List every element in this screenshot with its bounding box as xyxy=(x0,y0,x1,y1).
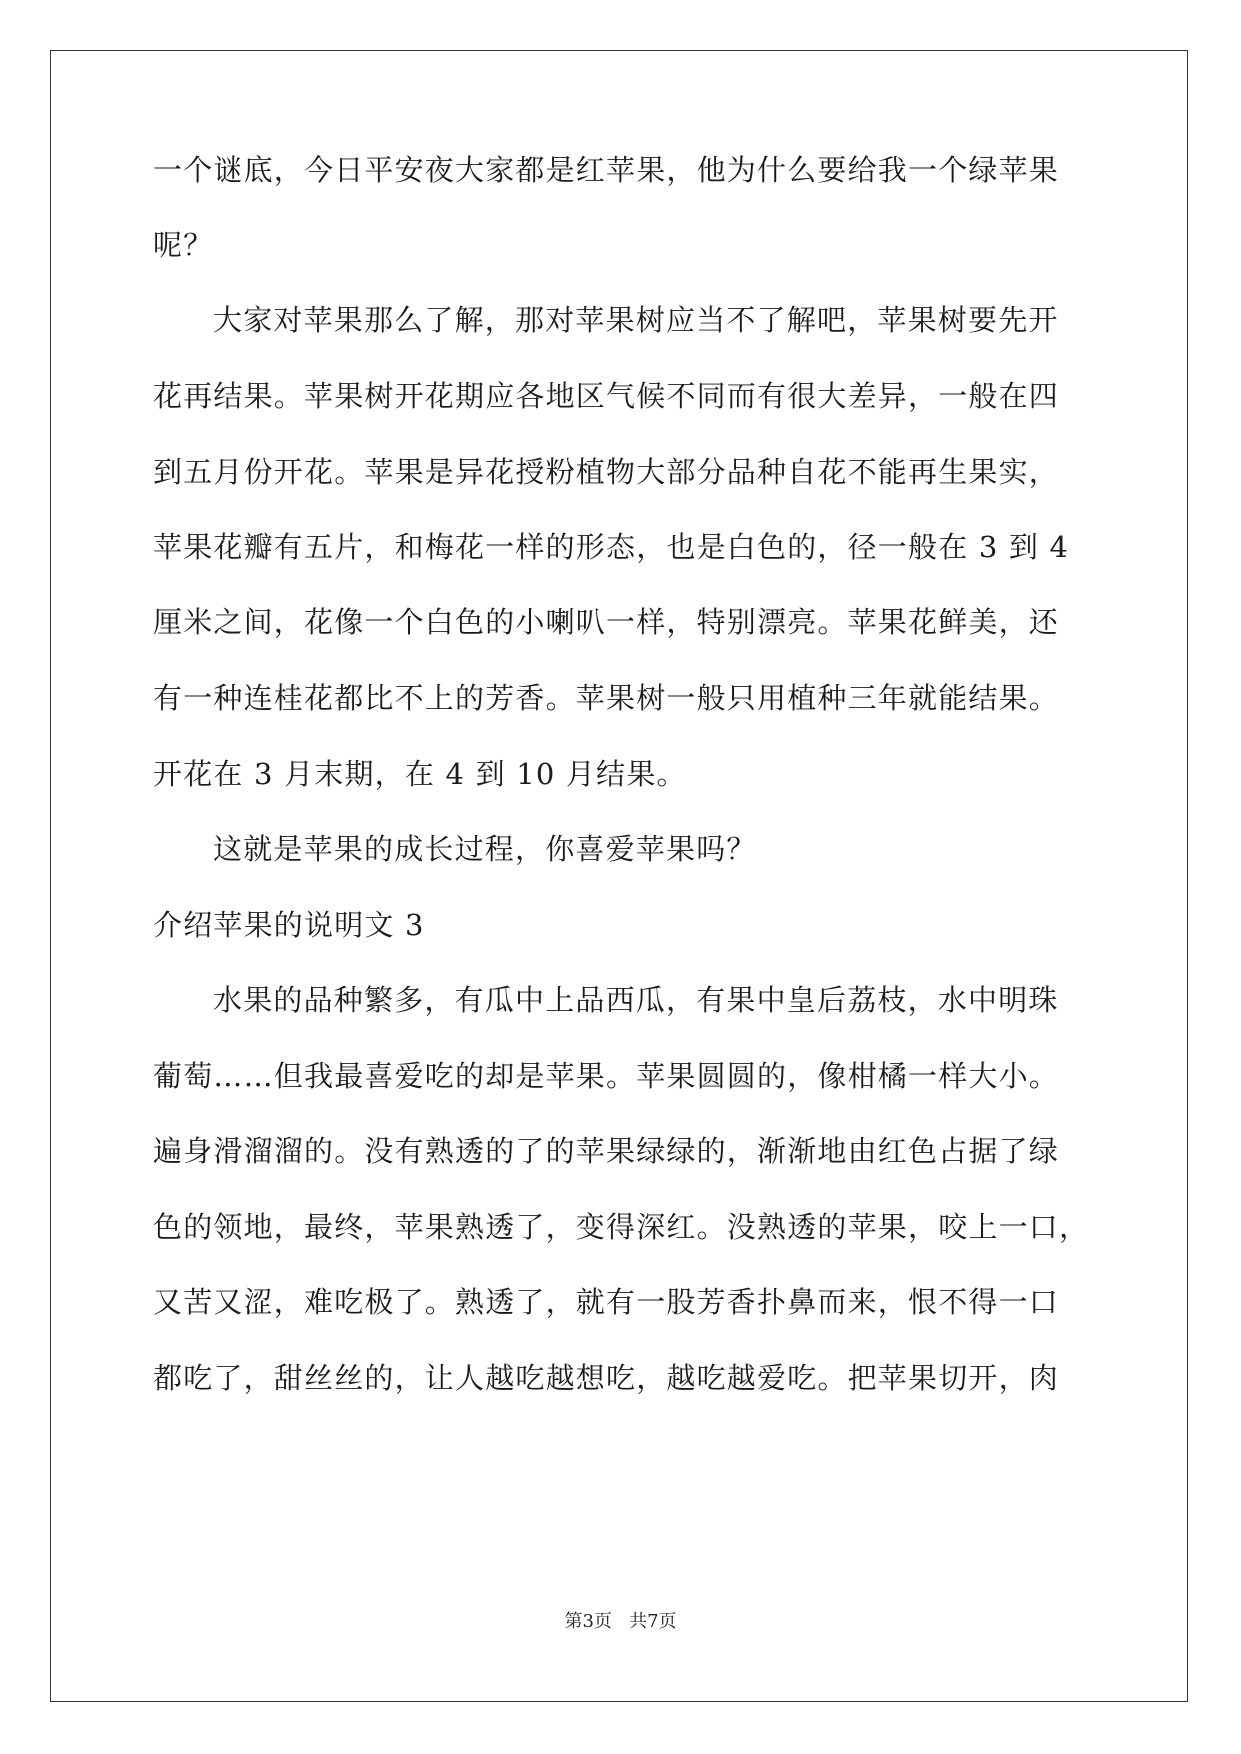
text-line: 葡萄……但我最喜爱吃的却是苹果。苹果圆圆的，像柑橘一样大小。 xyxy=(153,1059,1060,1093)
paragraph-start-line: 这就是苹果的成长过程，你喜爱苹果吗？ xyxy=(213,832,757,866)
text-line: 遍身滑溜溜的。没有熟透的了的苹果绿绿的，渐渐地由红色占据了绿 xyxy=(153,1134,1060,1168)
text-line: 一个谜底，今日平安夜大家都是红苹果，他为什么要给我一个绿苹果 xyxy=(153,153,1060,187)
text-line: 色的领地，最终，苹果熟透了，变得深红。没熟透的苹果，咬上一口， xyxy=(153,1210,1090,1244)
page-number: 第3页 xyxy=(564,1611,612,1632)
paragraph-start-line: 水果的品种繁多，有瓜中上品西瓜，有果中皇后荔枝，水中明珠 xyxy=(213,983,1059,1017)
text-line: 又苦又涩，难吃极了。熟透了，就有一股芳香扑鼻而来，恨不得一口 xyxy=(153,1285,1060,1319)
page-footer xyxy=(0,1610,1241,1634)
text-line: 都吃了，甜丝丝的，让人越吃越想吃，越吃越爱吃。把苹果切开，肉 xyxy=(153,1361,1060,1395)
page-border xyxy=(50,50,1188,1702)
paragraph-start-line: 大家对苹果那么了解，那对苹果树应当不了解吧，苹果树要先开 xyxy=(213,303,1059,337)
text-line: 开花在 3 月末期，在 4 到 10 月结果。 xyxy=(153,757,687,791)
text-line: 厘米之间，花像一个白色的小喇叭一样，特别漂亮。苹果花鲜美，还 xyxy=(153,605,1060,639)
text-line: 有一种连桂花都比不上的芳香。苹果树一般只用植种三年就能结果。 xyxy=(153,681,1060,715)
section-heading: 介绍苹果的说明文 3 xyxy=(153,908,425,942)
page-total: 共7页 xyxy=(629,1611,677,1632)
text-line: 呢？ xyxy=(153,228,214,262)
text-line: 到五月份开花。苹果是异花授粉植物大部分品种自花不能再生果实， xyxy=(153,455,1060,489)
text-line: 花再结果。苹果树开花期应各地区气候不同而有很大差异，一般在四 xyxy=(153,379,1060,413)
text-line: 苹果花瓣有五片，和梅花一样的形态，也是白色的，径一般在 3 到 4 xyxy=(153,530,1070,564)
